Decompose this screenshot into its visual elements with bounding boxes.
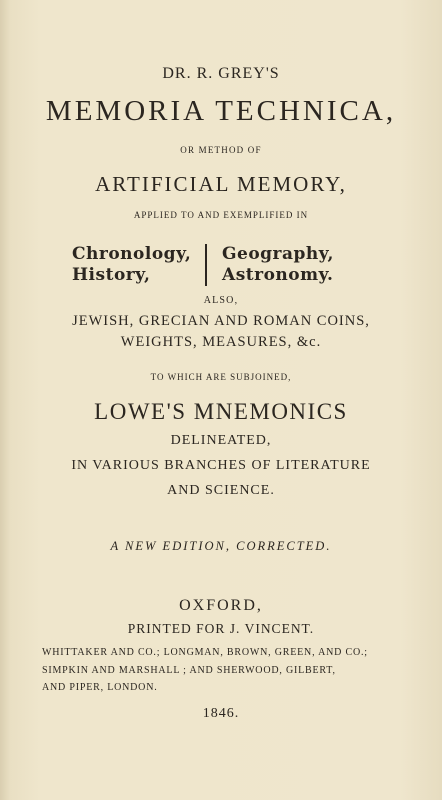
book-subtitle: ARTIFICIAL MEMORY, <box>95 172 347 196</box>
subject-divider <box>205 244 207 286</box>
weights-line: WEIGHTS, MEASURES, &c. <box>120 334 322 350</box>
science-line: AND SCIENCE. <box>167 483 275 498</box>
subject-geography: Geography, <box>222 244 334 264</box>
branches-line: IN VARIOUS BRANCHES OF LITERATURE <box>71 458 371 473</box>
delineated-line: DELINEATED, <box>170 433 272 448</box>
publisher-line: WHITTAKER AND CO.; LONGMAN, BROWN, GREEN, AND CO.; <box>42 647 368 658</box>
publisher-line: SIMPKIN AND MARSHALL ; AND SHERWOOD, GILBERT, <box>42 665 336 676</box>
book-title: MEMORIA TECHNICA, <box>45 95 397 127</box>
also-line: ALSO, <box>203 295 239 306</box>
coins-line: JEWISH, GRECIAN AND ROMAN COINS, <box>72 313 370 329</box>
lowe-mnemonics-line: LOWE'S MNEMONICS <box>94 399 348 424</box>
or-line: OR METHOD OF <box>180 145 262 155</box>
subject-chronology: Chronology, <box>72 244 192 264</box>
publisher-line: AND PIPER, LONDON. <box>42 682 158 693</box>
publication-year: 1846. <box>202 706 240 721</box>
printer-line: PRINTED FOR J. VINCENT. <box>127 621 315 636</box>
subject-history: History, <box>72 265 151 285</box>
author-line: DR. R. GREY'S <box>162 65 280 82</box>
edition-line: A NEW EDITION, CORRECTED. <box>110 539 332 553</box>
subject-astronomy: Astronomy. <box>222 265 334 285</box>
imprint-place: OXFORD, <box>179 597 263 614</box>
subjoined-line: TO WHICH ARE SUBJOINED, <box>150 372 292 382</box>
applied-line: APPLIED TO AND EXEMPLIFIED IN <box>133 210 309 220</box>
